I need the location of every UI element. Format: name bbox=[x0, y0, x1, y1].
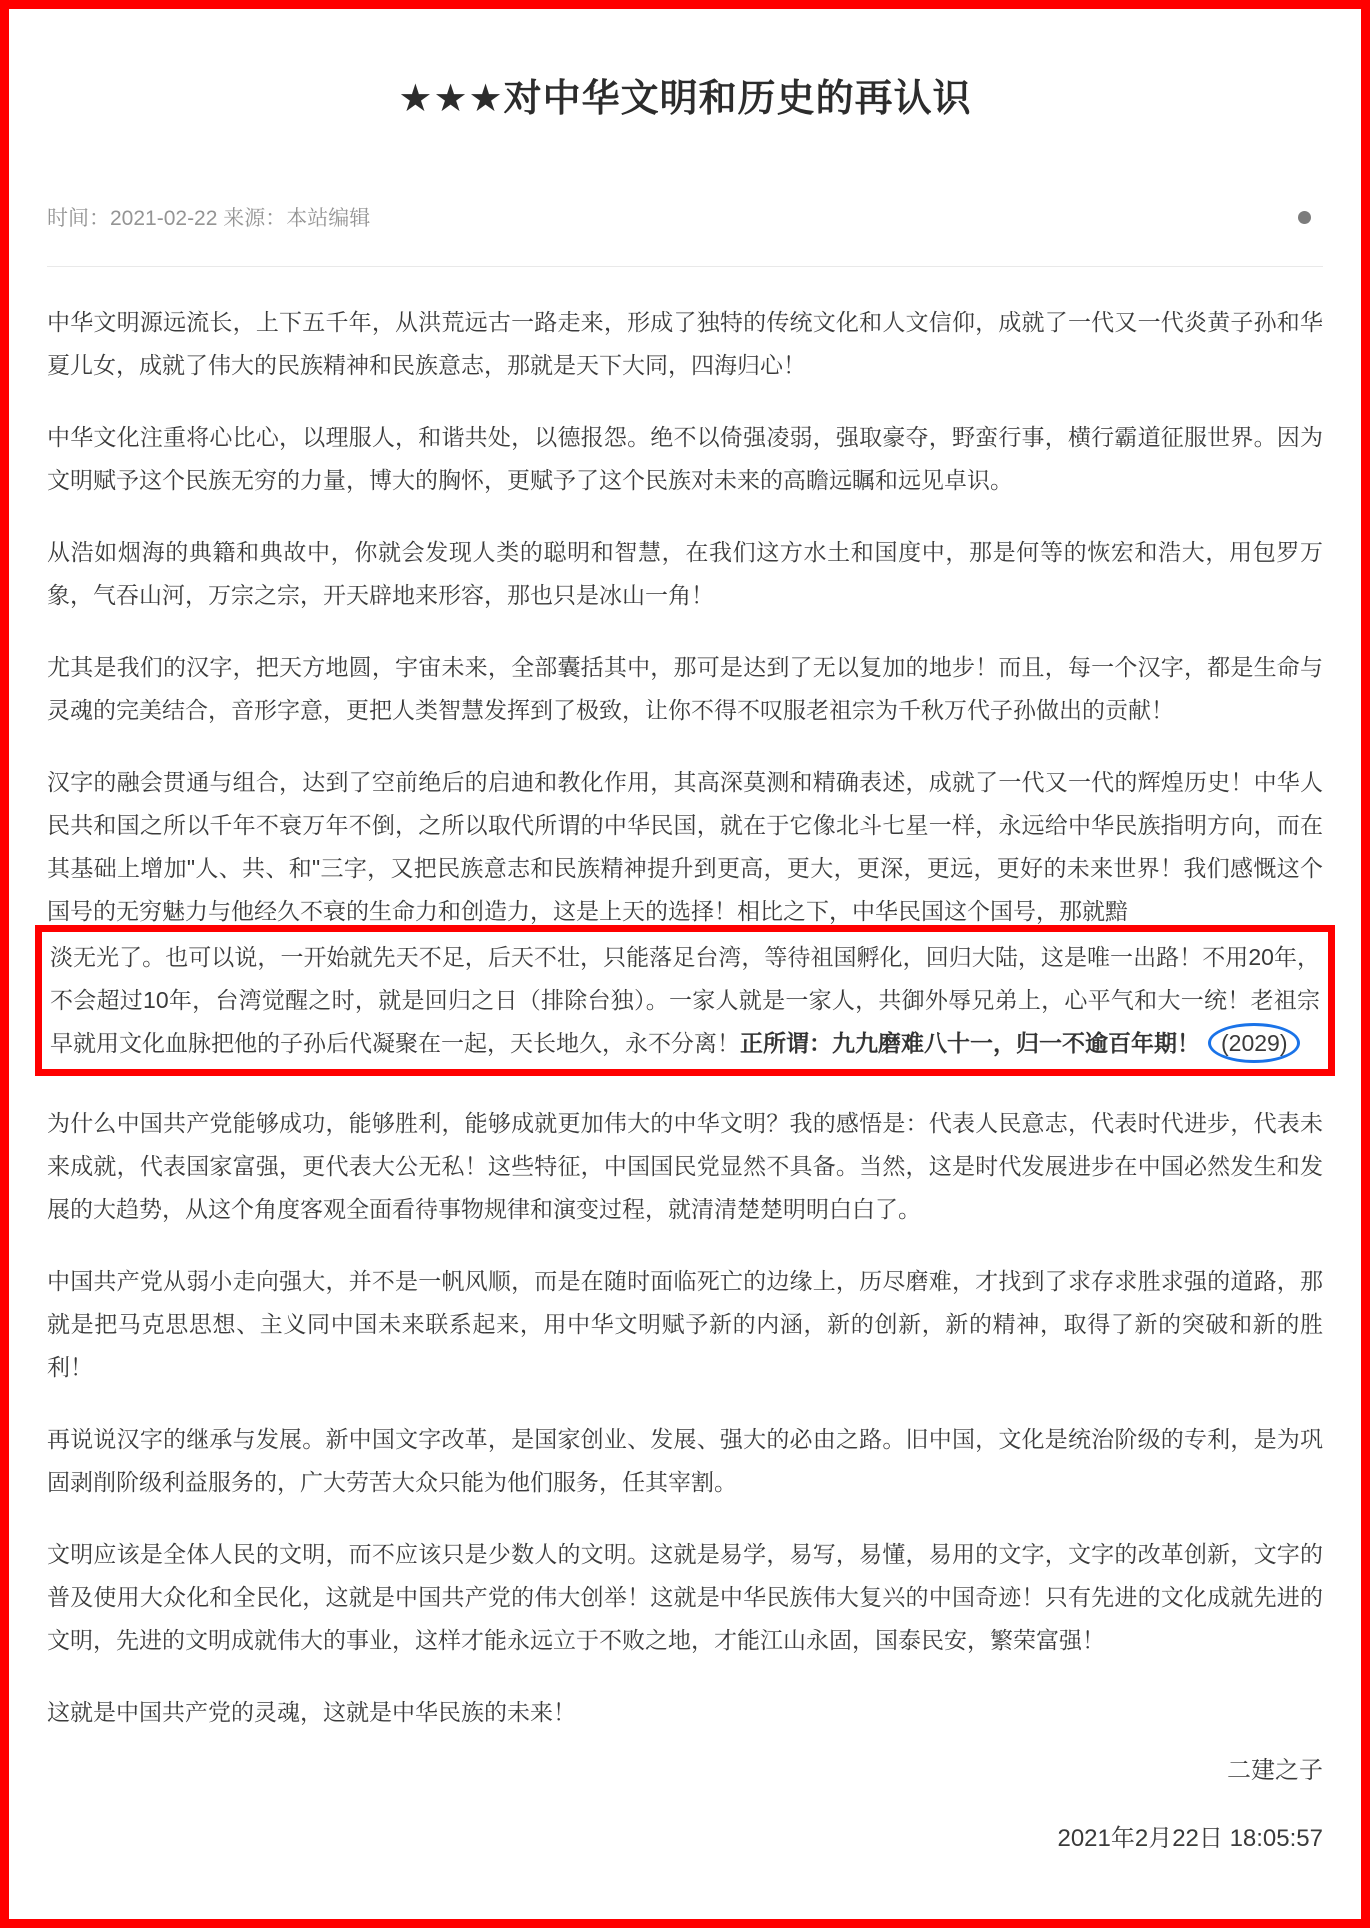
paragraph: 为什么中国共产党能够成功，能够胜利，能够成就更加伟大的中华文明？我的感悟是：代表人民意志，代表时代进步，代表未来成就，代表国家富强，更代表大公无私！这些特征，中国国民党显然不具备。当然，这是时代发展进步在中国必然发生和发展的大趋势，从这个角度客观全面看待事物规律和演变过程，就清清楚楚明明白白了。 bbox=[47, 1110, 1323, 1222]
highlighted-passage-box bbox=[35, 925, 1335, 1076]
paragraph: 尤其是我们的汉字，把天方地圆，宇宙未来，全部囊括其中，那可是达到了无以复加的地步！而且，每一个汉字，都是生命与灵魂的完美结合，音形字意，更把人类智慧发挥到了极致，让你不得不叹服老祖宗为千秋万代子孙做出的贡献！ bbox=[47, 654, 1323, 723]
paragraph: 文明应该是全体人民的文明，而不应该只是少数人的文明。这就是易学，易写，易懂，易用的文字，文字的改革创新，文字的普及使用大众化和全民化，这就是中国共产党的伟大创举！这就是中华民族伟大复兴的中国奇迹！只有先进的文化成就先进的文明，先进的文明成就伟大的事业，这样才能永远立于不败之地，才能江山永固，国泰民安，繁荣富强！ bbox=[47, 1541, 1323, 1653]
divider bbox=[47, 266, 1323, 267]
paragraph: 这就是中国共产党的灵魂，这就是中华民族的未来！ bbox=[47, 1699, 576, 1725]
paragraph: 再说说汉字的继承与发展。新中国文字改革，是国家创业、发展、强大的必由之路。旧中国，文化是统治阶级的专利，是为巩固剥削阶级利益服务的，广大劳苦大众只能为他们服务，任其宰割。 bbox=[47, 1426, 1323, 1495]
paragraph: 中华文明源远流长，上下五千年，从洪荒远古一路走来，形成了独特的传统文化和人文信仰，成就了一代又一代炎黄子孙和华夏儿女，成就了伟大的民族精神和民族意志，那就是天下大同，四海归心！ bbox=[47, 309, 1323, 378]
meta-info: 时间：2021-02-22 来源：本站编辑 bbox=[47, 207, 371, 230]
bullet-dot-icon bbox=[1298, 211, 1311, 224]
paragraph: 从浩如烟海的典籍和典故中，你就会发现人类的聪明和智慧，在我们这方水土和国度中，那是何等的恢宏和浩大，用包罗万象，气吞山河，万宗之宗，开天辟地来形容，那也只是冰山一角！ bbox=[47, 539, 1323, 608]
meta-row bbox=[47, 202, 1323, 232]
paragraph: 中国共产党从弱小走向强大，并不是一帆风顺，而是在随时面临死亡的边缘上，历尽磨难，才找到了求存求胜求强的道路，那就是把马克思思想、主义同中国未来联系起来，用中华文明赋予新的内涵，新的创新，新的精神，取得了新的突破和新的胜利！ bbox=[47, 1268, 1323, 1380]
paragraph: 汉字的融会贯通与组合，达到了空前绝后的启迪和教化作用，其高深莫测和精确表述，成就了一代又一代的辉煌历史！中华人民共和国之所以千年不衰万年不倒，之所以取代所谓的中华民国，就在于它像北斗七星一样，永远给中华民族指明方向，而在其基础上增加"人、共、和"三字，又把民族意志和民族精神提升到更高，更大，更深，更远，更好的未来世界！我们感慨这个国号的无穷魅力与他经久不衰的生命力和创造力，这是上天的选择！相比之下，中华民国这个国号，那就黯 bbox=[47, 769, 1323, 924]
circled-year: (2029) bbox=[1208, 1023, 1300, 1063]
author-signature: 二建之子 bbox=[1227, 1757, 1323, 1784]
highlight-bold-text: 正所谓：九九磨难八十一，归一不逾百年期！ bbox=[740, 1030, 1200, 1056]
article-content bbox=[9, 67, 1361, 1854]
post-datetime: 2021年2月22日 18:05:57 bbox=[1057, 1825, 1323, 1852]
paragraph: 中华文化注重将心比心，以理服人，和谐共处，以德报怨。绝不以倚强凌弱，强取豪夺，野蛮行事，横行霸道征服世界。因为文明赋予这个民族无穷的力量，博大的胸怀，更赋予了这个民族对未来的高瞻远瞩和远见卓识。 bbox=[47, 424, 1323, 493]
page-title: ★★★对中华文明和历史的再认识 bbox=[398, 78, 972, 120]
highlight-text: 淡无光了。也可以说，一开始就先天不足，后天不壮，只能落足台湾，等待祖国孵化，回归大陆，这是唯一出路！不用20年，不会超过10年，台湾觉醒之时，就是回归之日（排除台独）。一家人就是一家人，共御外辱兄弟上，心平气和大一统！老祖宗早就用文化血脉把他的子孙后代凝聚在一起，天长地久，永不分离！ bbox=[50, 944, 1320, 1056]
